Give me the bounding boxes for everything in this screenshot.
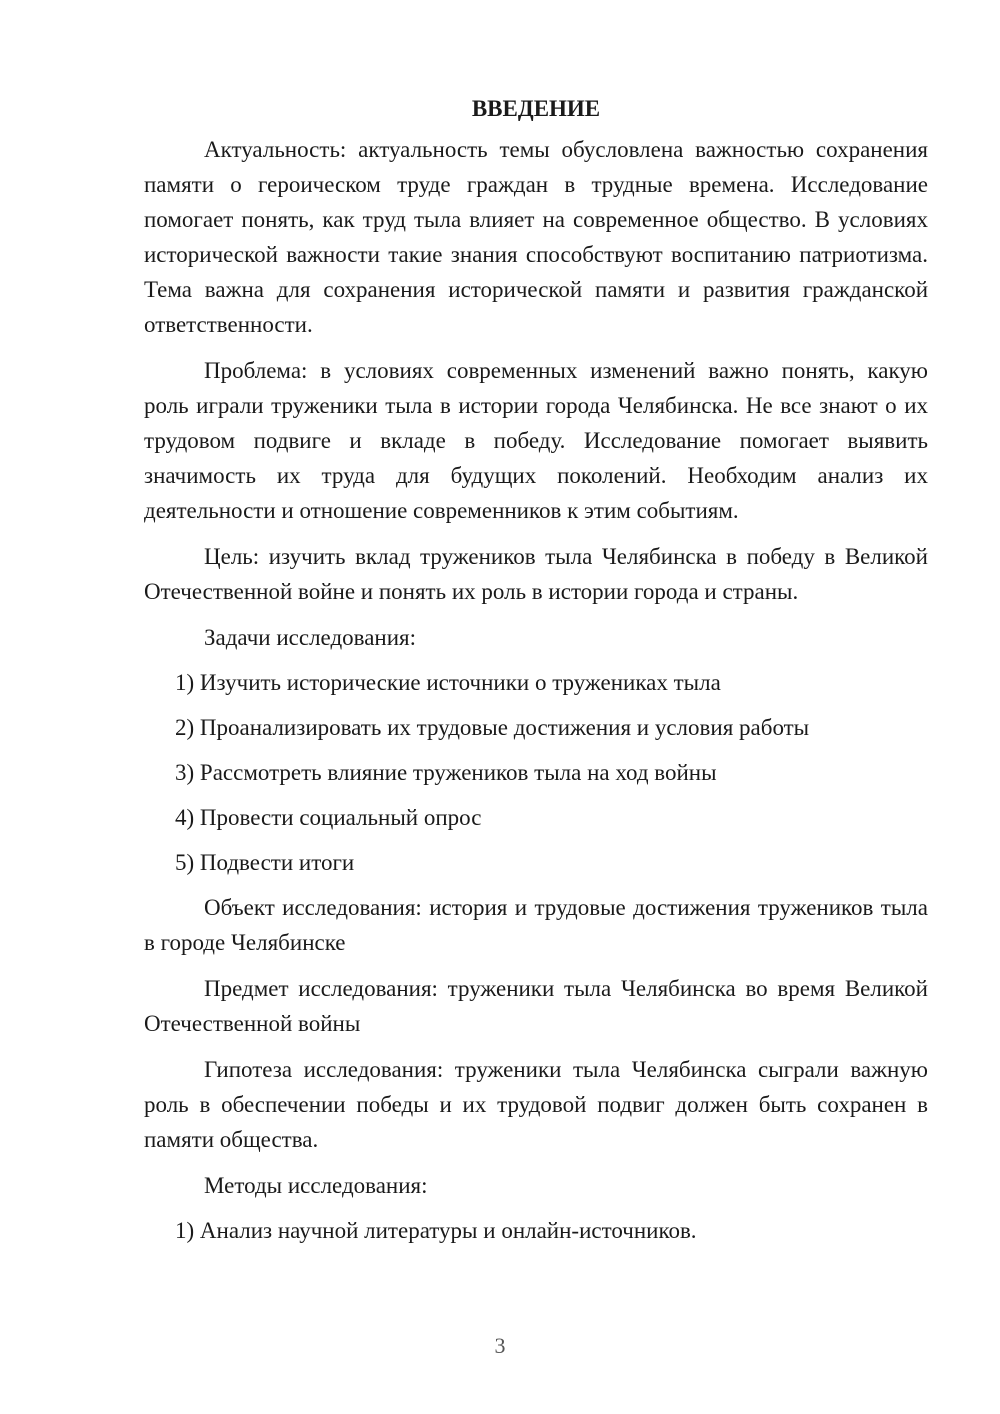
object-paragraph: Объект исследования: история и трудовые достижения тружеников тыла в городе Челябинске bbox=[144, 895, 928, 955]
task-item: 1) Изучить исторические источники о тружениках тыла bbox=[175, 670, 721, 695]
document-page bbox=[144, 92, 928, 1258]
tasks-heading: Задачи исследования: bbox=[204, 625, 417, 650]
task-item: 5) Подвести итоги bbox=[175, 850, 355, 875]
task-item: 2) Проанализировать их трудовые достижения и условия работы bbox=[175, 715, 810, 740]
method-item: 1) Анализ научной литературы и онлайн-источников. bbox=[175, 1218, 697, 1243]
subject-paragraph: Предмет исследования: труженики тыла Челябинска во время Великой Отечественной войны bbox=[144, 976, 928, 1036]
relevance-paragraph: Актуальность: актуальность темы обусловлена важностью сохранения памяти о героическом труде граждан в трудные времена. Исследование помогает понять, как труд тыла влияет на современное общество. В условиях исторической важности такие знания способствуют воспитанию патриотизма. Тема важна для сохранения исторической памяти и развития гражданской ответственности. bbox=[144, 137, 928, 337]
goal-paragraph: Цель: изучить вклад тружеников тыла Челябинска в победу в Великой Отечественной войне и понять их роль в истории города и страны. bbox=[144, 544, 928, 604]
methods-heading: Методы исследования: bbox=[204, 1173, 428, 1198]
hypothesis-paragraph: Гипотеза исследования: труженики тыла Челябинска сыграли важную роль в обеспечении победы и их трудовой подвиг должен быть сохранен в памяти общества. bbox=[144, 1057, 928, 1152]
problem-paragraph: Проблема: в условиях современных изменений важно понять, какую роль играли труженики тыла в истории города Челябинска. Не все знают о их трудовом подвиге и вкладе в победу. Исследование помогает выявить значимость их труда для будущих поколений. Необходим анализ их деятельности и отношение современников к этим событиям. bbox=[144, 358, 928, 523]
section-title: ВВЕДЕНИЕ bbox=[471, 96, 601, 121]
task-item: 3) Рассмотреть влияние тружеников тыла на ход войны bbox=[175, 760, 717, 785]
tasks-list bbox=[144, 665, 928, 880]
task-item: 4) Провести социальный опрос bbox=[175, 805, 482, 830]
methods-list bbox=[144, 1213, 928, 1248]
page-number: 3 bbox=[494, 1333, 506, 1358]
